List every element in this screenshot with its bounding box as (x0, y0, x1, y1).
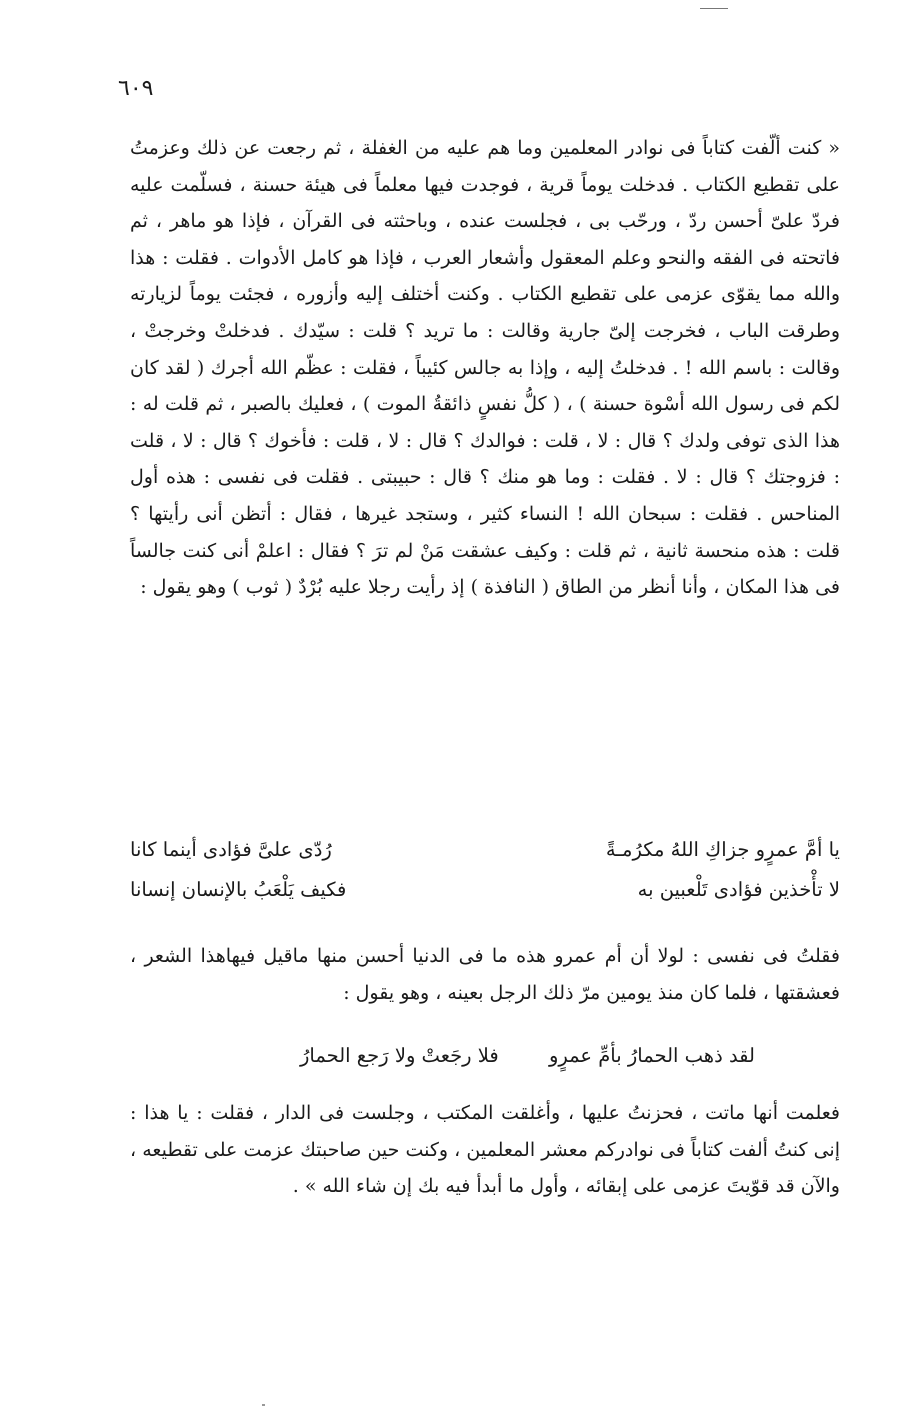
verse-line (130, 870, 840, 910)
bottom-scan-mark (262, 1404, 265, 1406)
verse-line (130, 830, 840, 870)
verse-line (300, 1036, 755, 1076)
verse-first-hemistich: لقد ذهب الحمارُ بأمِّ عمرٍو (548, 1044, 755, 1067)
verse-first-hemistich: لا تأْخذين فؤادى تَلْعبين به (637, 878, 840, 901)
verse-second-hemistich: فلا رجَعتْ ولا رَجع الحمارُ (300, 1044, 499, 1067)
verse-block-umm-amr (130, 830, 840, 910)
top-scan-mark (700, 8, 728, 9)
verse-block-donkey (300, 1036, 755, 1076)
paragraph-middle: فقلتُ فى نفسى : لولا أن أم عمرو هذه ما فى الدنيا أحسن منها ماقيل فيهاهذا الشعر ، فعشقتها ، فلما كان منذ يومين مرّ ذلك الرجل بعينه ، وهو يقول : (130, 945, 840, 1004)
page-number: ٦٠٩ (118, 76, 154, 101)
verse-second-hemistich: فكيف يَلْعَبُ بالإنسان إنسانا (130, 878, 347, 901)
paragraph-opening: « كنت ألّفت كتاباً فى نوادر المعلمين وما هم عليه من الغفلة ، ثم رجعت عن ذلك وعزمتُ على تقطيع الكتاب . فدخلت يوماً قرية ، فوجدت فيها معلماً فى هيئة حسنة ، فسلّمت عليه فردّ علىّ أحسن ردّ ، ورحّب بى ، فجلست عنده ، وباحثته فى القرآن ، فإذا هو ماهر ، ثم فاتحته فى الفقه والنحو وعلم المعقول وأشعار العرب ، فإذا هو كامل الأدوات . فقلت : هذا والله مما يقوّى عزمى على تقطيع الكتاب . وكنت أختلف إليه وأزوره ، فجئت يوماً لزيارته وطرقت الباب ، فخرجت إلىّ جارية وقالت : ما تريد ؟ قلت : سيّدك . فدخلتْ وخرجتْ ، وقالت : باسم الله ! . فدخلتُ إليه ، وإذا به جالس كئيباً ، فقلت : عظّم الله أجرك ( لقد كان لكم فى رسول الله أسْوة حسنة ) ، ( كلُّ نفسٍ ذائقةُ الموت ) ، فعليك بالصبر ، ثم قلت له : هذا الذى توفى ولدك ؟ قال : لا ، قلت : فوالدك ؟ قال : لا ، قلت : فأخوك ؟ قال : لا ، قلت : فزوجتك ؟ قال : لا . فقلت : وما هو منك ؟ قال : حبيبتى . فقلت فى نفسى : هذه أول المناحس . فقلت : سبحان الله ! النساء كثير ، وستجد غيرها ، فقال : أتظن أنى رأيتها ؟ قلت : هذه منحسة ثانية ، ثم قلت : وكيف عشقت مَنْ لم ترَ ؟ فقال : اعلمْ أنى كنت جالساً فى هذا المكان ، وأنا أنظر من الطاق ( النافذة ) إذ رأيت رجلا عليه بُرْدٌ ( ثوب ) وهو يقول : (130, 137, 840, 599)
paragraph-closing: فعلمت أنها ماتت ، فحزنتُ عليها ، وأغلقت المكتب ، وجلست فى الدار ، فقلت : يا هذا : إنى كنتُ ألفت كتاباً فى نوادركم معشر المعلمين ، وكنت حين صاحبتك عزمت على تقطيعه ، والآن قد قوّيتَ عزمى على إبقائه ، وأول ما أبدأ فيه بك إن شاء الله » . (130, 1102, 840, 1198)
verse-second-hemistich: رُدّى علىَّ فؤادى أينما كانا (130, 838, 332, 861)
verse-first-hemistich: يا أمَّ عمرٍو جزاكِ اللهُ مكرُمـةً (605, 838, 840, 861)
